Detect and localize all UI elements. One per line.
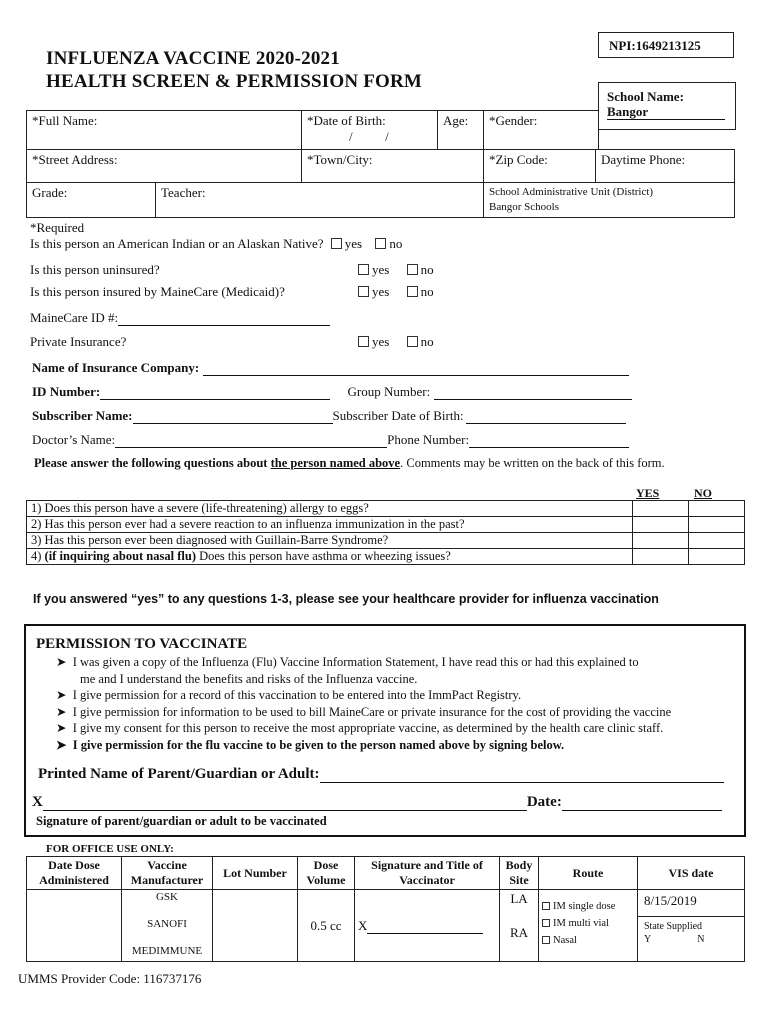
list-item — [56, 671, 746, 688]
dob-label: *Date of Birth: — [307, 113, 386, 128]
bullet-2: I give permission for a record of this vaccination to be entered into the ImmPact Registry. — [72, 688, 522, 702]
signature-input[interactable] — [43, 796, 527, 811]
dob-field[interactable] — [301, 110, 438, 150]
mfr-gsk: GSK — [155, 891, 178, 903]
mainecare-id-label: MaineCare ID #: — [30, 310, 119, 325]
zip-field[interactable] — [483, 149, 596, 183]
route-3-label: Nasal — [553, 935, 577, 946]
form-title-line2: HEALTH SCREEN & PERMISSION FORM — [46, 71, 423, 92]
table-row — [27, 533, 745, 549]
q2-no-cell[interactable] — [689, 517, 745, 533]
mainecare-id-input[interactable] — [118, 313, 330, 326]
header-lot-number: Lot Number — [213, 857, 298, 890]
vis-cell — [638, 890, 745, 962]
doctor-name-label: Doctor’s Name: — [32, 432, 116, 447]
signature-row — [32, 794, 722, 811]
insurance-company-row — [32, 360, 629, 376]
id-number-row — [32, 384, 632, 400]
checkbox-icon — [407, 264, 418, 275]
checkbox-icon — [375, 238, 386, 249]
id-number-label: ID Number: — [32, 384, 101, 399]
town-field[interactable] — [301, 149, 484, 183]
q1-no-cell[interactable] — [689, 501, 745, 517]
route-1-label: IM single dose — [553, 901, 616, 912]
route-im-multi[interactable] — [542, 915, 634, 932]
screening-questions-table — [26, 500, 745, 565]
age-label: Age: — [443, 113, 469, 128]
subscriber-row — [32, 408, 626, 424]
question-2: 2) Has this person ever had a severe reaction to an influenza immunization in the past? — [27, 517, 633, 533]
native-yes-option[interactable] — [331, 236, 362, 251]
native-question-text: Is this person an American Indian or an Alaskan Native? — [30, 236, 324, 251]
no-label: no — [389, 236, 403, 251]
required-note: *Required — [30, 220, 85, 235]
bullet-4: I give my consent for this person to receive the most appropriate vaccine, as determined by the health care clinic staff. — [72, 721, 664, 735]
vaccinator-line — [367, 921, 483, 934]
list-item — [56, 704, 746, 721]
mainecare-no-option[interactable] — [407, 284, 434, 299]
state-supplied-y[interactable]: Y — [644, 934, 652, 945]
native-question — [30, 236, 402, 252]
q2-yes-cell[interactable] — [633, 517, 689, 533]
gender-label: *Gender: — [489, 113, 538, 128]
permission-list — [56, 654, 746, 753]
header-body-site: Body Site — [500, 857, 539, 890]
date-label: Date: — [526, 794, 562, 810]
sau-label: School Administrative Unit (District) — [489, 186, 654, 198]
questions-intro — [34, 456, 665, 471]
table-row — [27, 549, 745, 565]
intro-part-b: the person named above — [270, 456, 401, 470]
manufacturer-cell — [122, 890, 213, 962]
header-dose-volume: Dose Volume — [298, 857, 355, 890]
yes-label: yes — [372, 262, 390, 277]
mainecare-id-row — [30, 310, 330, 326]
signature-caption: Signature of parent/guardian or adult to be vaccinated — [36, 814, 327, 828]
site-ra[interactable]: RA — [509, 925, 529, 940]
header-route: Route — [539, 857, 638, 890]
id-number-input[interactable] — [100, 387, 330, 400]
table-row — [27, 517, 745, 533]
date-input[interactable] — [562, 796, 722, 811]
checkbox-icon — [358, 286, 369, 297]
checkbox-icon — [542, 919, 550, 927]
street-label: *Street Address: — [32, 152, 118, 167]
school-name-box — [598, 82, 736, 130]
sau-field — [483, 182, 735, 218]
form-title-line1: INFLUENZA VACCINE 2020-2021 — [46, 48, 340, 69]
yes-advice: If you answered “yes” to any questions 1-3, please see your healthcare provider for influenza vaccination — [33, 592, 659, 606]
checkbox-icon — [407, 286, 418, 297]
doctor-phone-label: Phone Number: — [387, 432, 470, 447]
list-item — [56, 720, 746, 737]
office-use-table — [26, 856, 745, 962]
mainecare-options — [358, 284, 434, 300]
yes-column-header: YES — [636, 486, 660, 500]
checkbox-icon — [542, 936, 550, 944]
uninsured-yes-option[interactable] — [358, 262, 389, 277]
uninsured-question-text: Is this person uninsured? — [30, 262, 160, 277]
arrow-bullet-icon: ➤ — [56, 737, 67, 752]
mfr-medimmune: MEDIMMUNE — [131, 945, 203, 957]
mfr-sanofi: SANOFI — [147, 918, 187, 930]
group-number-label: Group Number: — [347, 384, 431, 399]
bullet-3: I give permission for information to be used to bill MaineCare or private insurance for the cost of providing the vaccine — [72, 704, 672, 719]
intro-part-c: . Comments may be written on the back of this form. — [400, 456, 665, 470]
doctor-row — [32, 432, 629, 448]
checkbox-icon — [358, 336, 369, 347]
route-2-label: IM multi vial — [553, 918, 609, 929]
vis-date-value: 8/15/2019 — [638, 890, 744, 917]
dob-slashes: / / — [349, 129, 389, 144]
teacher-field[interactable] — [155, 182, 484, 218]
no-label: no — [420, 284, 434, 299]
question-1: 1) Does this person have a severe (life-threatening) allergy to eggs? — [27, 501, 633, 517]
full-name-field[interactable] — [26, 110, 302, 150]
printed-name-label: Printed Name of Parent/Guardian or Adult: — [38, 766, 320, 782]
printed-name-row — [38, 766, 724, 783]
q4-part-c: Does this person have asthma or wheezing issues? — [195, 549, 451, 563]
office-use-title: FOR OFFICE USE ONLY: — [46, 843, 174, 855]
mainecare-yes-option[interactable] — [358, 284, 389, 299]
school-name-value: Bangor — [607, 104, 725, 120]
sau-value: Bangor Schools — [489, 201, 559, 213]
lot-number-cell[interactable] — [213, 890, 298, 962]
bullet-1b: me and I understand the benefits and risks of the Influenza vaccine. — [80, 671, 418, 686]
full-name-label: *Full Name: — [32, 113, 98, 128]
teacher-label: Teacher: — [161, 185, 206, 200]
checkbox-icon — [407, 336, 418, 347]
header-vis-date: VIS date — [638, 857, 745, 890]
grade-field[interactable] — [26, 182, 156, 218]
list-item — [56, 687, 746, 704]
state-supplied-label: State Supplied — [644, 921, 703, 932]
arrow-bullet-icon: ➤ — [56, 721, 67, 735]
table-row — [27, 857, 745, 890]
gender-field[interactable] — [483, 110, 599, 150]
q4-no-cell[interactable] — [689, 549, 745, 565]
q1-yes-cell[interactable] — [633, 501, 689, 517]
signature-x: X — [32, 794, 43, 810]
private-yes-option[interactable] — [358, 334, 389, 349]
header-signature: Signature and Title of Vaccinator — [355, 857, 500, 890]
phone-label: Daytime Phone: — [601, 152, 686, 167]
subscriber-dob-label: Subscriber Date of Birth: — [332, 408, 464, 423]
daytime-phone-field[interactable] — [595, 149, 735, 183]
intro-part-a: Please answer the following questions about — [34, 456, 271, 470]
arrow-bullet-icon: ➤ — [56, 704, 67, 719]
no-column-header: NO — [694, 486, 712, 500]
state-supplied-options — [638, 932, 744, 947]
list-item — [56, 737, 746, 754]
site-la[interactable]: LA — [510, 891, 528, 906]
body-site-cell — [500, 890, 539, 962]
group-number-input[interactable] — [434, 387, 632, 400]
table-row — [27, 501, 745, 517]
insurance-company-label: Name of Insurance Company: — [32, 360, 200, 375]
vaccinator-x: X — [358, 917, 368, 933]
no-label: no — [420, 334, 434, 349]
mainecare-question-text: Is this person insured by MaineCare (Medicaid)? — [30, 284, 285, 299]
provider-code: UMMS Provider Code: 116737176 — [18, 971, 202, 986]
route-im-single[interactable] — [542, 898, 634, 915]
subscriber-name-label: Subscriber Name: — [32, 408, 133, 423]
route-cell — [539, 890, 638, 962]
bullet-5: I give permission for the flu vaccine to be given to the person named above by signing below. — [72, 737, 565, 752]
school-name-label: School Name: — [607, 89, 684, 104]
checkbox-icon — [331, 238, 342, 249]
table-row — [27, 890, 745, 962]
private-options — [358, 334, 434, 350]
q4-yes-cell[interactable] — [633, 549, 689, 565]
uninsured-options — [358, 262, 434, 278]
checkbox-icon — [358, 264, 369, 275]
dose-cell: 0.5 cc — [298, 890, 355, 962]
doctor-name-input[interactable] — [115, 435, 387, 448]
state-supplied-n[interactable]: N — [697, 934, 705, 945]
npi-box: NPI:1649213125 — [598, 32, 734, 58]
route-nasal[interactable] — [542, 932, 634, 949]
arrow-bullet-icon: ➤ — [56, 655, 67, 669]
street-address-field[interactable] — [26, 149, 302, 183]
uninsured-no-option[interactable] — [407, 262, 434, 277]
no-label: no — [420, 262, 434, 277]
yes-label: yes — [372, 284, 390, 299]
private-no-option[interactable] — [407, 334, 434, 349]
vaccinator-signature-cell[interactable] — [355, 890, 500, 962]
age-field[interactable] — [437, 110, 484, 150]
q4-part-a: 4) — [31, 549, 45, 563]
grade-label: Grade: — [32, 185, 68, 200]
permission-title: PERMISSION TO VACCINATE — [36, 636, 248, 652]
yes-label: yes — [372, 334, 390, 349]
header-manufacturer: Vaccine Manufacturer — [122, 857, 213, 890]
native-no-option[interactable] — [375, 236, 402, 251]
question-3: 3) Has this person ever been diagnosed with Guillain-Barre Syndrome? — [27, 533, 633, 549]
checkbox-icon — [542, 902, 550, 910]
header-date-dose: Date Dose Administered — [27, 857, 122, 890]
zip-label: *Zip Code: — [489, 152, 548, 167]
bullet-1a: I was given a copy of the Influenza (Flu) Vaccine Information Statement, I have read this or had this explained to — [72, 655, 639, 669]
date-dose-cell[interactable] — [27, 890, 122, 962]
list-item — [56, 654, 746, 671]
private-insurance-question: Private Insurance? — [30, 334, 127, 349]
printed-name-input[interactable] — [320, 768, 724, 783]
insurance-company-input[interactable] — [203, 363, 629, 376]
town-label: *Town/City: — [307, 152, 373, 167]
question-4 — [27, 549, 633, 565]
subscriber-name-input[interactable] — [133, 411, 333, 424]
doctor-phone-input[interactable] — [469, 435, 629, 448]
permission-box — [24, 624, 746, 837]
q3-yes-cell[interactable] — [633, 533, 689, 549]
yes-label: yes — [344, 236, 363, 251]
q3-no-cell[interactable] — [689, 533, 745, 549]
q4-part-b: (if inquiring about nasal flu) — [44, 549, 196, 563]
subscriber-dob-input[interactable] — [466, 411, 626, 424]
arrow-bullet-icon: ➤ — [56, 688, 67, 702]
